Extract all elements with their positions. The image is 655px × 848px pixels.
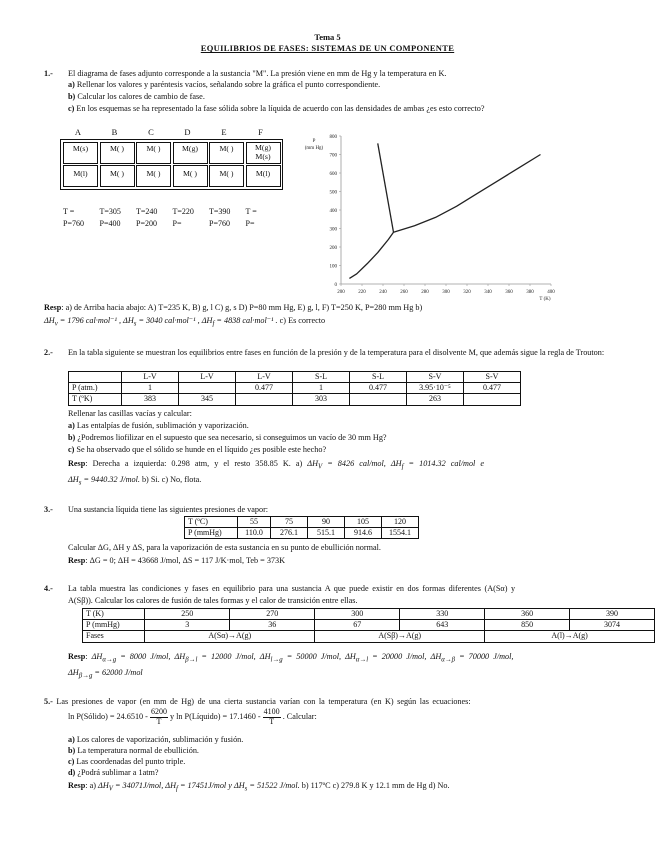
x-tick-label: 400 (547, 290, 555, 295)
problem-5-equations: ln P(Sólido) = 24.6510 - $\frac{6200}{T}$ y ln P(Líquido) = 17.1460 - $\frac{4100}{T}$ . Calcular: (68, 707, 317, 726)
temperature-label-f: T = (245, 207, 257, 216)
problem-2-item-b: b) ¿Podremos liofilizar en el supuesto que sea necesario, si conseguimos un vacío de 30 mm Hg? (68, 433, 387, 442)
problem-2-item-a: a) Las entalpías de fusión, sublimación y vaporización. (68, 421, 249, 430)
pressure-label-e: P=760 (209, 219, 230, 228)
x-tick-label: 260 (400, 290, 408, 295)
phase-cell-top-c: M( ) (136, 142, 171, 164)
problem-1-item-a: a) Rellenar los valores y paréntesis vacíos, señalando sobre la gráfica el punto correspondiente. (68, 80, 381, 89)
x-tick-label: 380 (526, 290, 534, 295)
column-letter-b: B (111, 127, 118, 137)
table-row: P (mmHg) 110.0 276.1 515.1 914.6 1554.1 (185, 528, 419, 539)
y-axis-label-p: P (312, 139, 316, 144)
phase-cell-bottom-d: M( ) (173, 165, 208, 187)
problem-1-item-c: c) En los esquemas se ha representado la fase sólida sobre la líquida de acuerdo con las densidades de ambas ¿es esto correcto? (68, 104, 485, 113)
y-axis-label-unit: (mm Hg) (304, 146, 324, 151)
x-axis-label: T (K) (539, 297, 551, 302)
problem-4-answer-line-1: Resp: $\Delta H_{\alpha\to g} = 8000$ J/mol, $\Delta H_{\beta\to l} = 12000$ J/mol, $\Delta H_{l\to g} = 50000$ J/mol, $\Delta H_{\alpha\to l} = 20000$ J/mol, $\Delta H_{\alpha\to\beta} = 70000$ J/mol, (68, 652, 514, 664)
pressure-label-a: P=760 (63, 219, 84, 228)
y-tick-label: 500 (329, 190, 337, 196)
problem-2-table (68, 371, 521, 406)
pressure-label-b: P=400 (99, 219, 121, 228)
problem-2-item-c: c) Se ha observado que el sólido se hunde en el líquido ¿es posible este hecho? (68, 445, 327, 454)
table-row: T (ºK) 383 345 303 263 (69, 394, 521, 405)
y-tick-label: 300 (329, 227, 337, 233)
problem-1-item-b: b) Calcular los calores de cambio de fase. (68, 92, 205, 101)
problem-3-number: 3.- (44, 505, 53, 514)
x-tick-label: 200 (337, 290, 345, 295)
table-row: T (ºC) 55 75 90 105 120 (185, 517, 419, 528)
phase-cell-bottom-e: M( ) (209, 165, 244, 187)
temperature-label-b: T=305 (99, 207, 121, 216)
problem-3-table (184, 516, 419, 539)
pressure-label-c: P=200 (136, 219, 157, 228)
phase-cell-bottom-f: M(l) (246, 165, 281, 187)
series-line-fusion (378, 143, 394, 232)
x-tick-label: 240 (379, 290, 387, 295)
phase-cell-bottom-a: M(l) (63, 165, 98, 187)
y-tick-label: 800 (329, 134, 337, 140)
phase-cell-top-d: M(g) (173, 142, 208, 164)
phase-cell-top-b: M( ) (100, 142, 135, 164)
y-tick-label: 600 (329, 171, 337, 177)
column-letter-e: E (221, 127, 227, 137)
column-letter-f: F (258, 127, 263, 137)
temperature-label-a: T = (63, 207, 75, 216)
phase-cell-top-e: M( ) (209, 142, 244, 164)
tema-title: Tema 5 (314, 32, 341, 42)
column-letter-a: A (74, 127, 82, 137)
temperature-label-d: T=220 (172, 207, 194, 216)
y-tick-label: 100 (329, 264, 337, 270)
problem-2-answer-line-2: $\Delta H_s = 9440.32$ J/mol. b) Si. c) No, flota. (68, 475, 202, 487)
column-letter-c: C (148, 127, 154, 137)
x-tick-label: 300 (442, 290, 450, 295)
phase-cell-bottom-b: M( ) (100, 165, 135, 187)
phase-diagram-chart (296, 128, 564, 306)
problem-2-number: 2.- (44, 348, 53, 357)
y-tick-label: 200 (329, 245, 337, 251)
problem-4-number: 4.- (44, 584, 53, 593)
problem-2-answer-line-1: Resp: Derecha a izquierda: 0.298 atm, y el resto 358.85 K. a) $\Delta H_V = 8426$ cal/mol, $\Delta H_f = 1014.32$ cal/mol e (68, 459, 485, 471)
problem-1-answer-line-2: $\Delta H_v = 1796$ cal·mol⁻¹ , $\Delta H_s = 3040$ cal·mol⁻¹ , $\Delta H_f = 4838$ cal·mol⁻¹ . c) Es correcto (44, 316, 326, 328)
problem-2-statement: En la tabla siguiente se muestran los equilibrios entre fases en función de la presión y de la temperatura para el disolvente M, que además sigue la regla de Trouton: (68, 348, 605, 357)
pressure-label-f: P= (245, 219, 255, 228)
problem-1-number: 1.- (44, 69, 53, 78)
table-row: P (mmHg) 3 36 67 643 850 3074 (83, 620, 655, 631)
problem-3-question: Calcular ΔG, ΔH y ΔS, para la vaporización de esta sustancia en su punto de ebullición normal. (68, 543, 381, 552)
phase-cell-top-f: M(g) M(s) (246, 142, 281, 164)
problem-4-table (82, 608, 655, 643)
problem-3-answer: Resp: ΔG = 0; ΔH = 43668 J/mol, ΔS = 117 J/K·mol, Teb = 373K (68, 556, 286, 565)
phase-cell-top-a: M(s) (63, 142, 98, 164)
problem-2-fill: Rellenar las casillas vacías y calcular: (68, 409, 192, 418)
column-letter-d: D (184, 127, 191, 137)
table-row: L-V L-V L-V S-L S-L S-V S-V (69, 372, 521, 383)
x-tick-label: 360 (505, 290, 513, 295)
y-tick-label: 700 (329, 153, 337, 159)
problem-4-answer-line-2: $\Delta H_{\beta\to g} = 62000$ J/mol (68, 668, 143, 680)
x-tick-label: 220 (358, 290, 366, 295)
y-tick-label: 0 (334, 282, 337, 288)
x-tick-label: 280 (421, 290, 429, 295)
problem-3-statement: Una sustancia líquida tiene las siguientes presiones de vapor: (68, 505, 269, 514)
table-row: T (K) 250 270 300 330 360 390 (83, 609, 655, 620)
temperature-label-c: T=240 (136, 207, 158, 216)
series-line-vaporization (394, 155, 541, 233)
table-row: P (atm.) 1 0.477 1 0.477 3.95·10⁻⁵ 0.477 (69, 383, 521, 394)
pressure-label-d: P= (172, 219, 182, 228)
temperature-label-e: T=390 (209, 207, 231, 216)
problem-5-item-b: b) La temperatura normal de ebullición. (68, 746, 199, 755)
problem-5-item-a: a) Los calores de vaporización, sublimación y fusión. (68, 735, 244, 744)
table-row: Fases A(Sα)→A(g) A(Sβ)→A(g) A(l)→A(g) (83, 631, 655, 642)
phase-cell-bottom-c: M( ) (136, 165, 171, 187)
problem-4-statement-1: La tabla muestra las condiciones y fases en equilibrio para una sustancia A que puede existir en dos formas diferentes (A(Sα) y (68, 584, 516, 593)
problem-5-item-c: c) Las coordenadas del punto triple. (68, 757, 186, 766)
document-subtitle: EQUILIBRIOS DE FASES: SISTEMAS DE UN COMPONENTE (200, 43, 455, 53)
problem-5-answer: Resp: a) $\Delta H_V = 34071J/mol$, $\Delta H_f = 17451J/mol$ y $\Delta H_s = 51522$ J/mol. b) 117ºC c) 279.8 K y 12.1 mm de Hg d) No. (68, 781, 450, 793)
problem-5-item-d: d) ¿Podrá sublimar a 1atm? (68, 768, 159, 777)
x-tick-label: 340 (484, 290, 492, 295)
series-line-sublimation (349, 232, 393, 278)
problem-1-statement: El diagrama de fases adjunto corresponde a la sustancia "M". La presión viene en mm de Hg y la temperatura en K. (68, 69, 447, 78)
y-tick-label: 400 (329, 208, 337, 214)
problem-1-answer-line-1: Resp: a) de Arriba hacia abajo: A) T=235 K, B) g, l C) g, s D) P=80 mm Hg, E) g, l, F) T=250 K, P=280 mm Hg b) (44, 303, 423, 312)
x-tick-label: 320 (463, 290, 471, 295)
problem-4-statement-2: A(Sβ)). Calcular los calores de fusión de tales formas y el calor de transición entre ellas. (68, 596, 358, 605)
problem-5-statement: 5.- Las presiones de vapor (en mm de Hg) de una cierta sustancia varían con la temperatura (en K) según las ecuaciones: (44, 697, 471, 706)
